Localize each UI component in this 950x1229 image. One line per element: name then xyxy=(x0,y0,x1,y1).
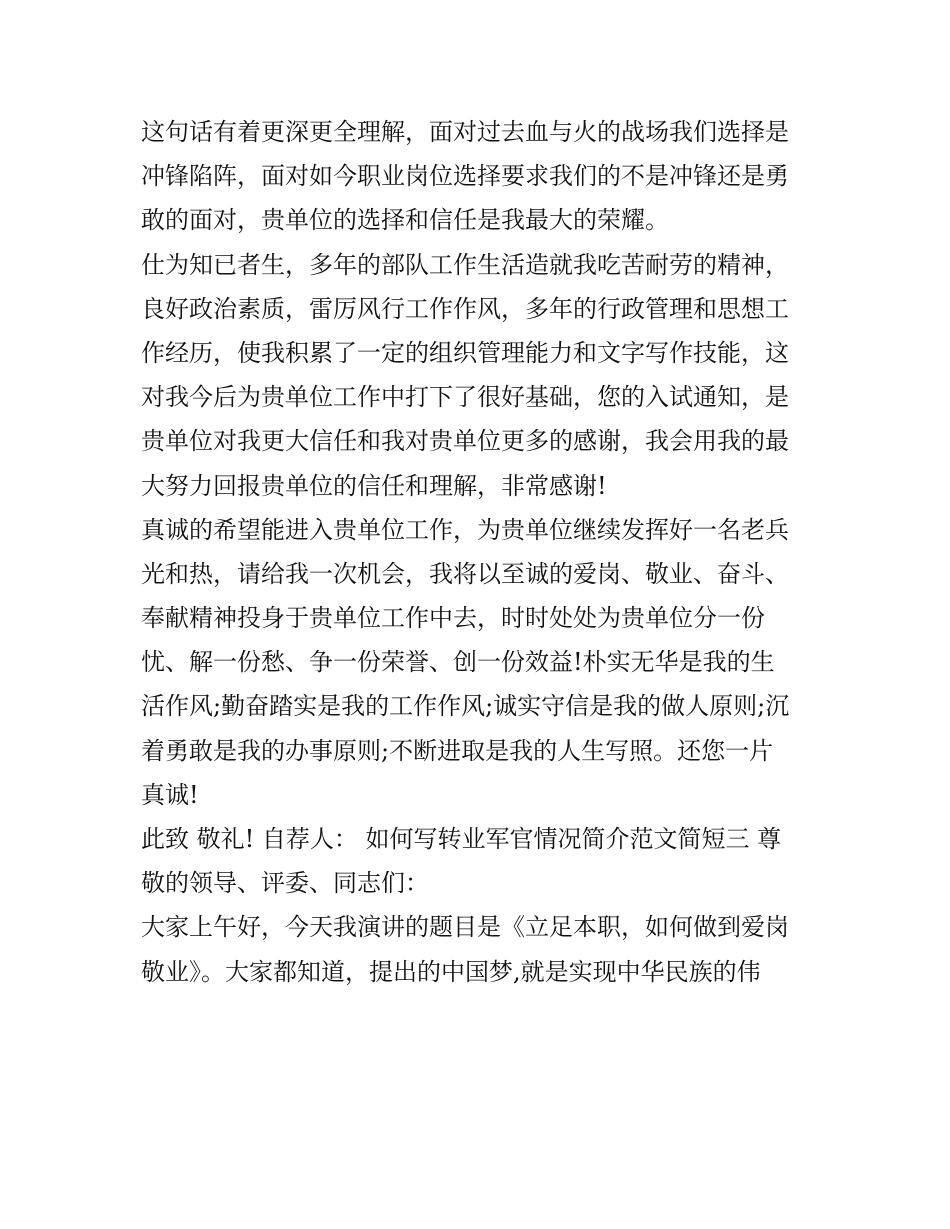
text-line: 敢的面对，贵单位的选择和信任是我最大的荣耀。 xyxy=(141,206,669,235)
text-line: 良好政治素质，雷厉风行工作作风，多年的行政管理和思想工 xyxy=(141,294,789,323)
text-line: 敬业》。大家都知道，提出的中国梦,就是实现中华民族的伟 xyxy=(141,957,761,986)
text-line: 活作风;勤奋踏实是我的工作作风;诚实守信是我的做人原则;沉 xyxy=(141,692,790,721)
text-line: 真诚的希望能进入贵单位工作，为贵单位继续发挥好一名老兵 xyxy=(141,515,789,544)
text-line: 着勇敢是我的办事原则;不断进取是我的人生写照。还您一片 xyxy=(141,736,774,765)
text-line: 敬的领导、评委、同志们： xyxy=(141,869,429,898)
text-line: 光和热，请给我一次机会，我将以至诚的爱岗、敬业、奋斗、 xyxy=(141,559,789,588)
text-line: 大努力回报贵单位的信任和理解，非常感谢! xyxy=(141,471,607,500)
text-line: 对我今后为贵单位工作中打下了很好基础，您的入试通知，是 xyxy=(141,383,789,412)
text-line: 这句话有着更深更全理解，面对过去血与火的战场我们选择是 xyxy=(141,118,789,146)
text-line: 仕为知已者生，多年的部队工作生活造就我吃苦耐劳的精神， xyxy=(141,250,789,279)
text-line: 冲锋陷阵，面对如今职业岗位选择要求我们的不是冲锋还是勇 xyxy=(141,162,789,191)
text-line: 贵单位对我更大信任和我对贵单位更多的感谢，我会用我的最 xyxy=(141,427,789,456)
document-body xyxy=(141,110,821,994)
text-line: 作经历，使我积累了一定的组织管理能力和文字写作技能，这 xyxy=(141,338,789,367)
text-line: 奉献精神投身于贵单位工作中去，时时处处为贵单位分一份 xyxy=(141,604,765,633)
text-line: 忧、解一份愁、争一份荣誉、创一份效益!朴实无华是我的生 xyxy=(141,648,775,677)
text-line: 真诚! xyxy=(141,780,199,809)
text-line: 此致 敬礼! 自荐人： 如何写转业军官情况简介范文简短三 尊 xyxy=(141,825,782,853)
text-line: 大家上午好，今天我演讲的题目是《立足本职，如何做到爱岗 xyxy=(141,913,789,942)
